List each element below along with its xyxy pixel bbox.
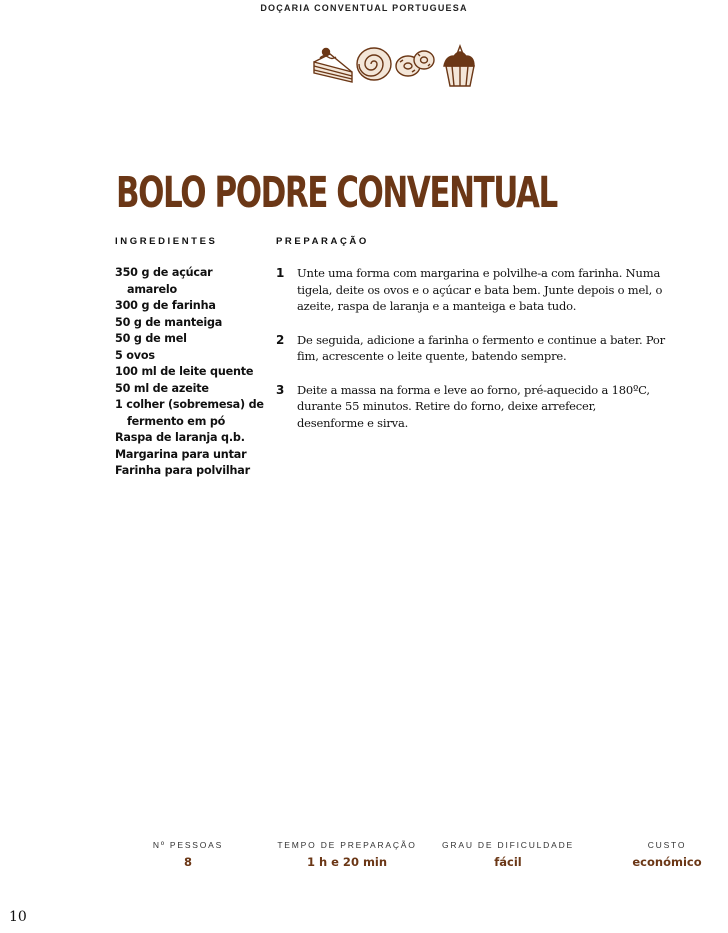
ingredient-item: 50 g de manteiga <box>115 315 223 329</box>
cake-slice-icon <box>314 49 352 83</box>
step-number: 1 <box>276 266 285 280</box>
swirl-pastry-icon <box>357 48 391 80</box>
cupcake-icon <box>444 46 474 86</box>
ingredient-item: Raspa de laranja q.b. <box>115 431 245 444</box>
cost-value: económico <box>632 855 702 869</box>
people-label: Nº PESSOAS <box>152 840 224 850</box>
step-number: 2 <box>276 332 285 347</box>
recipe-title: BOLO PODRE CONVENTUAL <box>116 168 557 218</box>
ingredients-list <box>115 265 265 480</box>
donuts-icon <box>396 51 434 76</box>
people-value: 8 <box>183 855 192 869</box>
preparation-steps <box>276 265 666 448</box>
step-number: 3 <box>276 382 285 397</box>
footer-time <box>272 840 422 869</box>
cost-label: CUSTO <box>647 840 687 850</box>
section-header: DOÇARIA CONVENTUAL PORTUGUESA <box>260 3 468 13</box>
preparation-step <box>276 265 666 315</box>
step-text: De seguida, adicione a farinha o fermento e continue a bater. Por fim, acrescente o leite quente, batendo sempre. <box>297 332 665 363</box>
step-text: Deite a massa na forma e leve ao forno, pré-aquecido a 180ºC, durante 55 minutos. Retire do forno, deixe arrefecer, desenforme e sirva. <box>297 382 650 430</box>
pastry-illustration <box>312 42 476 88</box>
page-number: 10 <box>9 909 27 925</box>
time-label: TEMPO DE PREPARAÇÃO <box>277 840 417 850</box>
ingredient-item: 50 ml de azeite <box>115 381 209 395</box>
difficulty-value: fácil <box>494 855 522 869</box>
ingredient-item: Farinha para polvilhar <box>115 464 250 477</box>
footer-cost <box>626 840 708 869</box>
footer-difficulty <box>437 840 579 869</box>
ingredient-item: 5 ovos <box>115 348 155 362</box>
ingredient-item: 350 g de açúcar amarelo <box>115 266 213 296</box>
preparation-step <box>276 332 666 365</box>
preparation-step <box>276 382 666 432</box>
ingredients-heading: INGREDIENTES <box>115 236 218 247</box>
ingredient-item: 50 g de mel <box>115 332 187 345</box>
ingredient-item: Margarina para untar <box>115 447 247 461</box>
preparation-heading: PREPARAÇÃO <box>276 236 369 247</box>
ingredient-item: 100 ml de leite quente <box>115 365 254 378</box>
ingredient-item: 300 g de farinha <box>115 299 216 312</box>
time-value: 1 h e 20 min <box>306 855 388 869</box>
footer-people <box>138 840 238 869</box>
step-text: Unte uma forma com margarina e polvilhe-a com farinha. Numa tigela, deite os ovos e o açúcar e bata bem. Junte depois o mel, o azeite, raspa de laranja e a manteiga e bata tudo. <box>297 266 663 313</box>
ingredient-item: 1 colher (sobremesa) de fermento em pó <box>115 398 264 428</box>
difficulty-label: GRAU DE DIFICULDADE <box>442 840 574 850</box>
